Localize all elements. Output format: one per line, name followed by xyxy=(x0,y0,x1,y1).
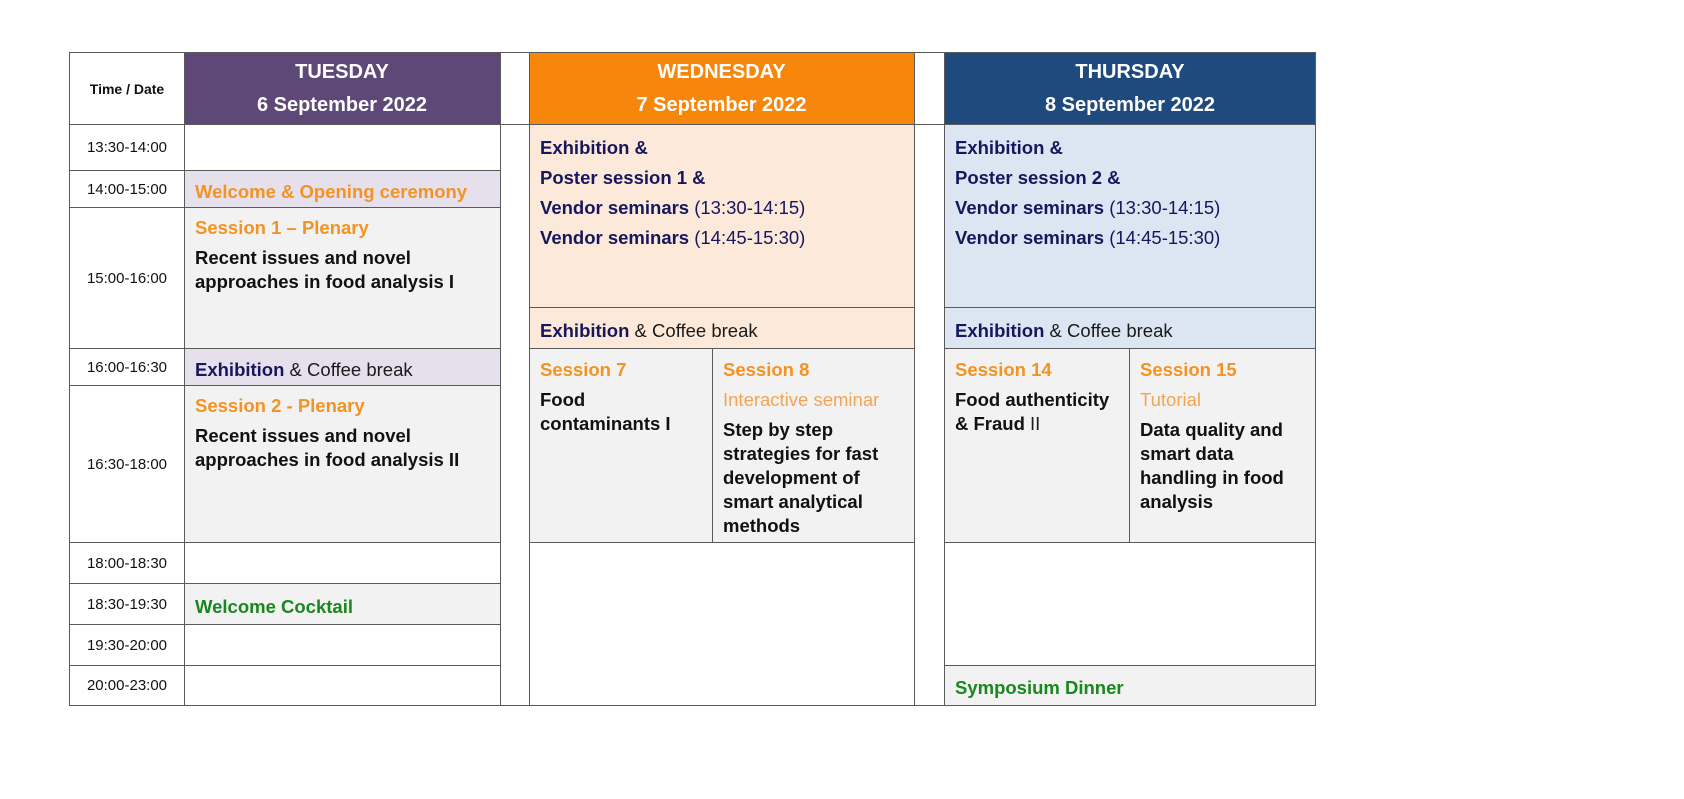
welcome-opening-label: Welcome & Opening ceremony xyxy=(195,181,468,202)
thursday-session15 xyxy=(1130,352,1316,520)
session8-type: Interactive seminar xyxy=(723,389,880,410)
symposium-dinner-label: Symposium Dinner xyxy=(955,677,1124,698)
vendor-seminar-label: Vendor seminars xyxy=(540,227,690,248)
time-slot: 18:00-18:30 xyxy=(86,554,168,572)
wednesday-header xyxy=(529,52,914,124)
session7-title: Session 7 xyxy=(540,359,627,380)
wednesday-coffee-break xyxy=(530,313,914,349)
wednesday-session8 xyxy=(713,352,914,544)
exhibition-label: Exhibition xyxy=(540,320,630,341)
vendor-seminar-label: Vendor seminars xyxy=(955,227,1105,248)
session15-type: Tutorial xyxy=(1140,389,1202,410)
grid-line xyxy=(500,52,501,706)
time-slot: 18:30-19:30 xyxy=(86,595,168,613)
session15-title: Session 15 xyxy=(1140,359,1237,380)
time-slot: 20:00-23:00 xyxy=(86,677,168,694)
session1-description: Recent issues and novel approaches in food analysis I xyxy=(195,247,455,292)
grid-line xyxy=(69,124,1316,125)
coffee-break-label: & Coffee break xyxy=(284,359,413,380)
wednesday-date: 7 September 2022 xyxy=(636,94,807,116)
grid-line xyxy=(944,665,1316,666)
tuesday-day: TUESDAY xyxy=(295,61,389,83)
poster-session-line: Poster session 1 & xyxy=(540,167,706,188)
vendor-seminar-time: (13:30-14:15) xyxy=(1104,197,1221,218)
vendor-seminar-time: (13:30-14:15) xyxy=(689,197,806,218)
thursday-header xyxy=(944,52,1316,124)
thursday-session14 xyxy=(945,352,1129,442)
grid-line xyxy=(69,52,1316,53)
time-slot: 16:30-18:00 xyxy=(86,455,168,473)
grid-line xyxy=(529,307,914,308)
time-slot: 16:00-16:30 xyxy=(86,358,168,376)
grid-line xyxy=(944,542,1316,543)
grid-line xyxy=(914,52,915,706)
session8-title: Session 8 xyxy=(723,359,810,380)
tuesday-session1 xyxy=(185,210,500,300)
session14-description-suffix: II xyxy=(1024,413,1041,434)
session2-title: Session 2 - Plenary xyxy=(195,395,365,416)
tuesday-welcome xyxy=(185,174,500,210)
session14-description: Food authenticity & Fraud xyxy=(955,389,1110,434)
vendor-seminar-time: (14:45-15:30) xyxy=(1104,227,1221,248)
session2-description: Recent issues and novel approaches in food analysis II xyxy=(195,425,460,470)
coffee-break-label: & Coffee break xyxy=(1044,320,1173,341)
tuesday-session2 xyxy=(185,388,500,478)
time-slot: 14:00-15:00 xyxy=(86,180,168,198)
thursday-date: 8 September 2022 xyxy=(1044,94,1216,116)
grid-line xyxy=(944,307,1316,308)
tuesday-cocktail xyxy=(185,589,500,625)
tuesday-coffee-break xyxy=(185,352,500,388)
tuesday-header xyxy=(184,52,500,124)
thursday-day: THURSDAY xyxy=(1075,61,1185,83)
exhibition-line: Exhibition & xyxy=(955,137,1063,158)
wednesday-exhibition xyxy=(530,127,914,259)
thursday-exhibition xyxy=(945,127,1316,259)
session14-title: Session 14 xyxy=(955,359,1052,380)
session15-description: Data quality and smart data handling in food analysis xyxy=(1140,419,1284,512)
coffee-break-label: & Coffee break xyxy=(629,320,758,341)
thursday-coffee-break xyxy=(945,313,1316,349)
thursday-dinner xyxy=(945,670,1316,706)
time-slot: 13:30-14:00 xyxy=(86,139,168,156)
session7-description: Food contaminants I xyxy=(540,389,671,434)
time-slot: 15:00-16:00 xyxy=(86,269,168,287)
tuesday-date: 6 September 2022 xyxy=(256,94,428,116)
vendor-seminar-label: Vendor seminars xyxy=(540,197,690,218)
time-slot: 19:30-20:00 xyxy=(86,636,168,654)
exhibition-label: Exhibition xyxy=(955,320,1045,341)
session8-description: Step by step strategies for fast development of smart analytical methods xyxy=(723,419,879,536)
wednesday-day: WEDNESDAY xyxy=(657,61,786,83)
poster-session-line: Poster session 2 & xyxy=(955,167,1121,188)
wednesday-session7 xyxy=(530,352,712,442)
vendor-seminar-time: (14:45-15:30) xyxy=(689,227,806,248)
exhibition-line: Exhibition & xyxy=(540,137,648,158)
exhibition-label: Exhibition xyxy=(195,359,285,380)
welcome-cocktail-label: Welcome Cocktail xyxy=(195,596,353,617)
vendor-seminar-label: Vendor seminars xyxy=(955,197,1105,218)
time-date-header: Time / Date xyxy=(89,80,165,97)
session1-title: Session 1 – Plenary xyxy=(195,217,369,238)
